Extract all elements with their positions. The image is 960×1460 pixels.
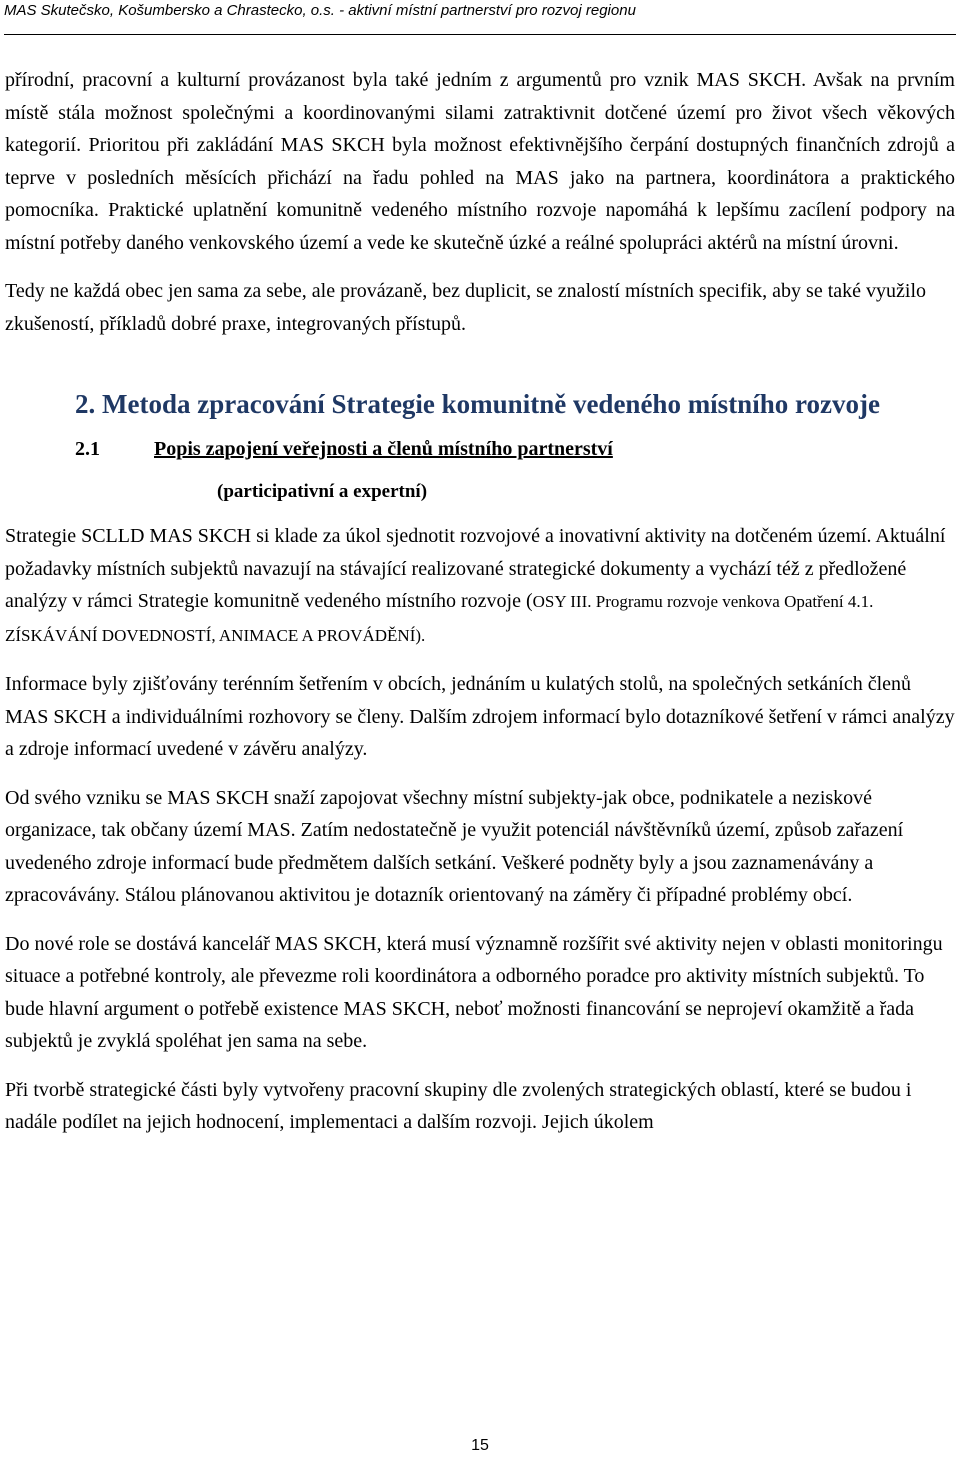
paragraph: Tedy ne každá obec jen sama za sebe, ale provázaně, bez duplicit, se znalostí místních specifik, aby se také využilo zkušeností, příkladů dobré praxe, integrovaných přístupů. xyxy=(5,280,927,335)
paragraph: Při tvorbě strategické části byly vytvořeny pracovní skupiny dle zvolených strategických oblastí, které se budou i nadále podílet na jejich hodnocení, implementaci a dalším rozvoji. Jejich úkolem xyxy=(5,1078,912,1133)
section-heading: 2. Metoda zpracování Strategie komunitně vedeného místního rozvoje xyxy=(75,389,880,419)
subsection-heading xyxy=(75,434,955,464)
paragraph: Od svého vzniku se MAS SKCH snaží zapojovat všechny místní subjekty-jak obce, podnikatele a neziskové organizace, tak občany území MAS. Zatím nedostatečně je využit potenciál návštěvníků území, způsob zařazení uvedeného zdroje informací bude předmětem dalších setkání. Veškeré podněty byly a jsou zaznamenávány a zpracovávány. Stálou plánovanou aktivitou je dotazník orientovaný na záměry či případné problémy obcí. xyxy=(5,786,904,906)
paragraph-text: Strategie SCLLD MAS SKCH si klade za úkol sjednotit rozvojové a inovativní aktivity na dotčeném území. Aktuální požadavky místních subjektů navazují na stávající realizované strategické dokumenty a vychází též z předložené analýzy v rámci Strategie komunitně vedeného místního rozvoje ( xyxy=(5,525,946,612)
subsection-title: Popis zapojení veřejnosti a členů místního partnerství xyxy=(154,438,613,460)
paragraph: přírodní, pracovní a kulturní provázanost byla také jedním z argumentů pro vznik MAS SKCH. Avšak na prvním místě stála možnost společnými a koordinovanými silami zatraktivnit dotčené území pro život všech věkových kategorií. Prioritou při zakládání MAS SKCH byla možnost efektivnějšího čerpání dostupných finančních zdrojů a teprve v posledních měsících přichází na řadu pohled na MAS jako na partnera, koordinátora a praktického pomocníka. Praktické uplatnění komunitně vedeného místního rozvoje napomáhá k lepšímu zacílení podpory na místní potřeby daného venkovského území a vede ke skutečně úzké a reálné spolupráci aktérů na místní úrovni. xyxy=(5,69,955,254)
paragraph: Do nové role se dostává kancelář MAS SKCH, která musí významně rozšířit své aktivity nejen v oblasti monitoringu situace a potřebné kontroly, ale převezme roli koordinátora a odborného poradce pro aktivity místních subjektů. To bude hlavní argument o potřebě existence MAS SKCH, neboť možnosti financování se neprojeví okamžitě a řada subjektů je zvyklá spoléhat jen sama na sebe. xyxy=(5,932,943,1052)
document-body xyxy=(5,64,955,1139)
page-header xyxy=(4,0,956,35)
paragraph: Informace byly zjišťovány terénním šetřením v obcích, jednáním u kulatých stolů, na společných setkáních členů MAS SKCH a individuálními rozhovory se členy. Dalším zdrojem informací bylo dotazníkové šetření v rámci analýzy a zdroje informací uvedené v závěru analýzy. xyxy=(5,673,955,760)
subsection-number: 2.1 xyxy=(75,438,100,460)
paragraph xyxy=(5,520,955,652)
header-title: MAS Skutečsko, Košumbersko a Chrastecko, o.s. - aktivní místní partnerství pro rozvoj regionu xyxy=(4,2,636,19)
page-number: 15 xyxy=(471,1437,489,1454)
paragraph-reference: OSY III. Programu rozvoje venkova Opatření 4.1. ZÍSKÁVÁNÍ DOVEDNOSTÍ, ANIMACE A PROVÁDĚNÍ). xyxy=(5,592,874,645)
subsection-subtitle: (participativní a expertní) xyxy=(217,481,428,502)
